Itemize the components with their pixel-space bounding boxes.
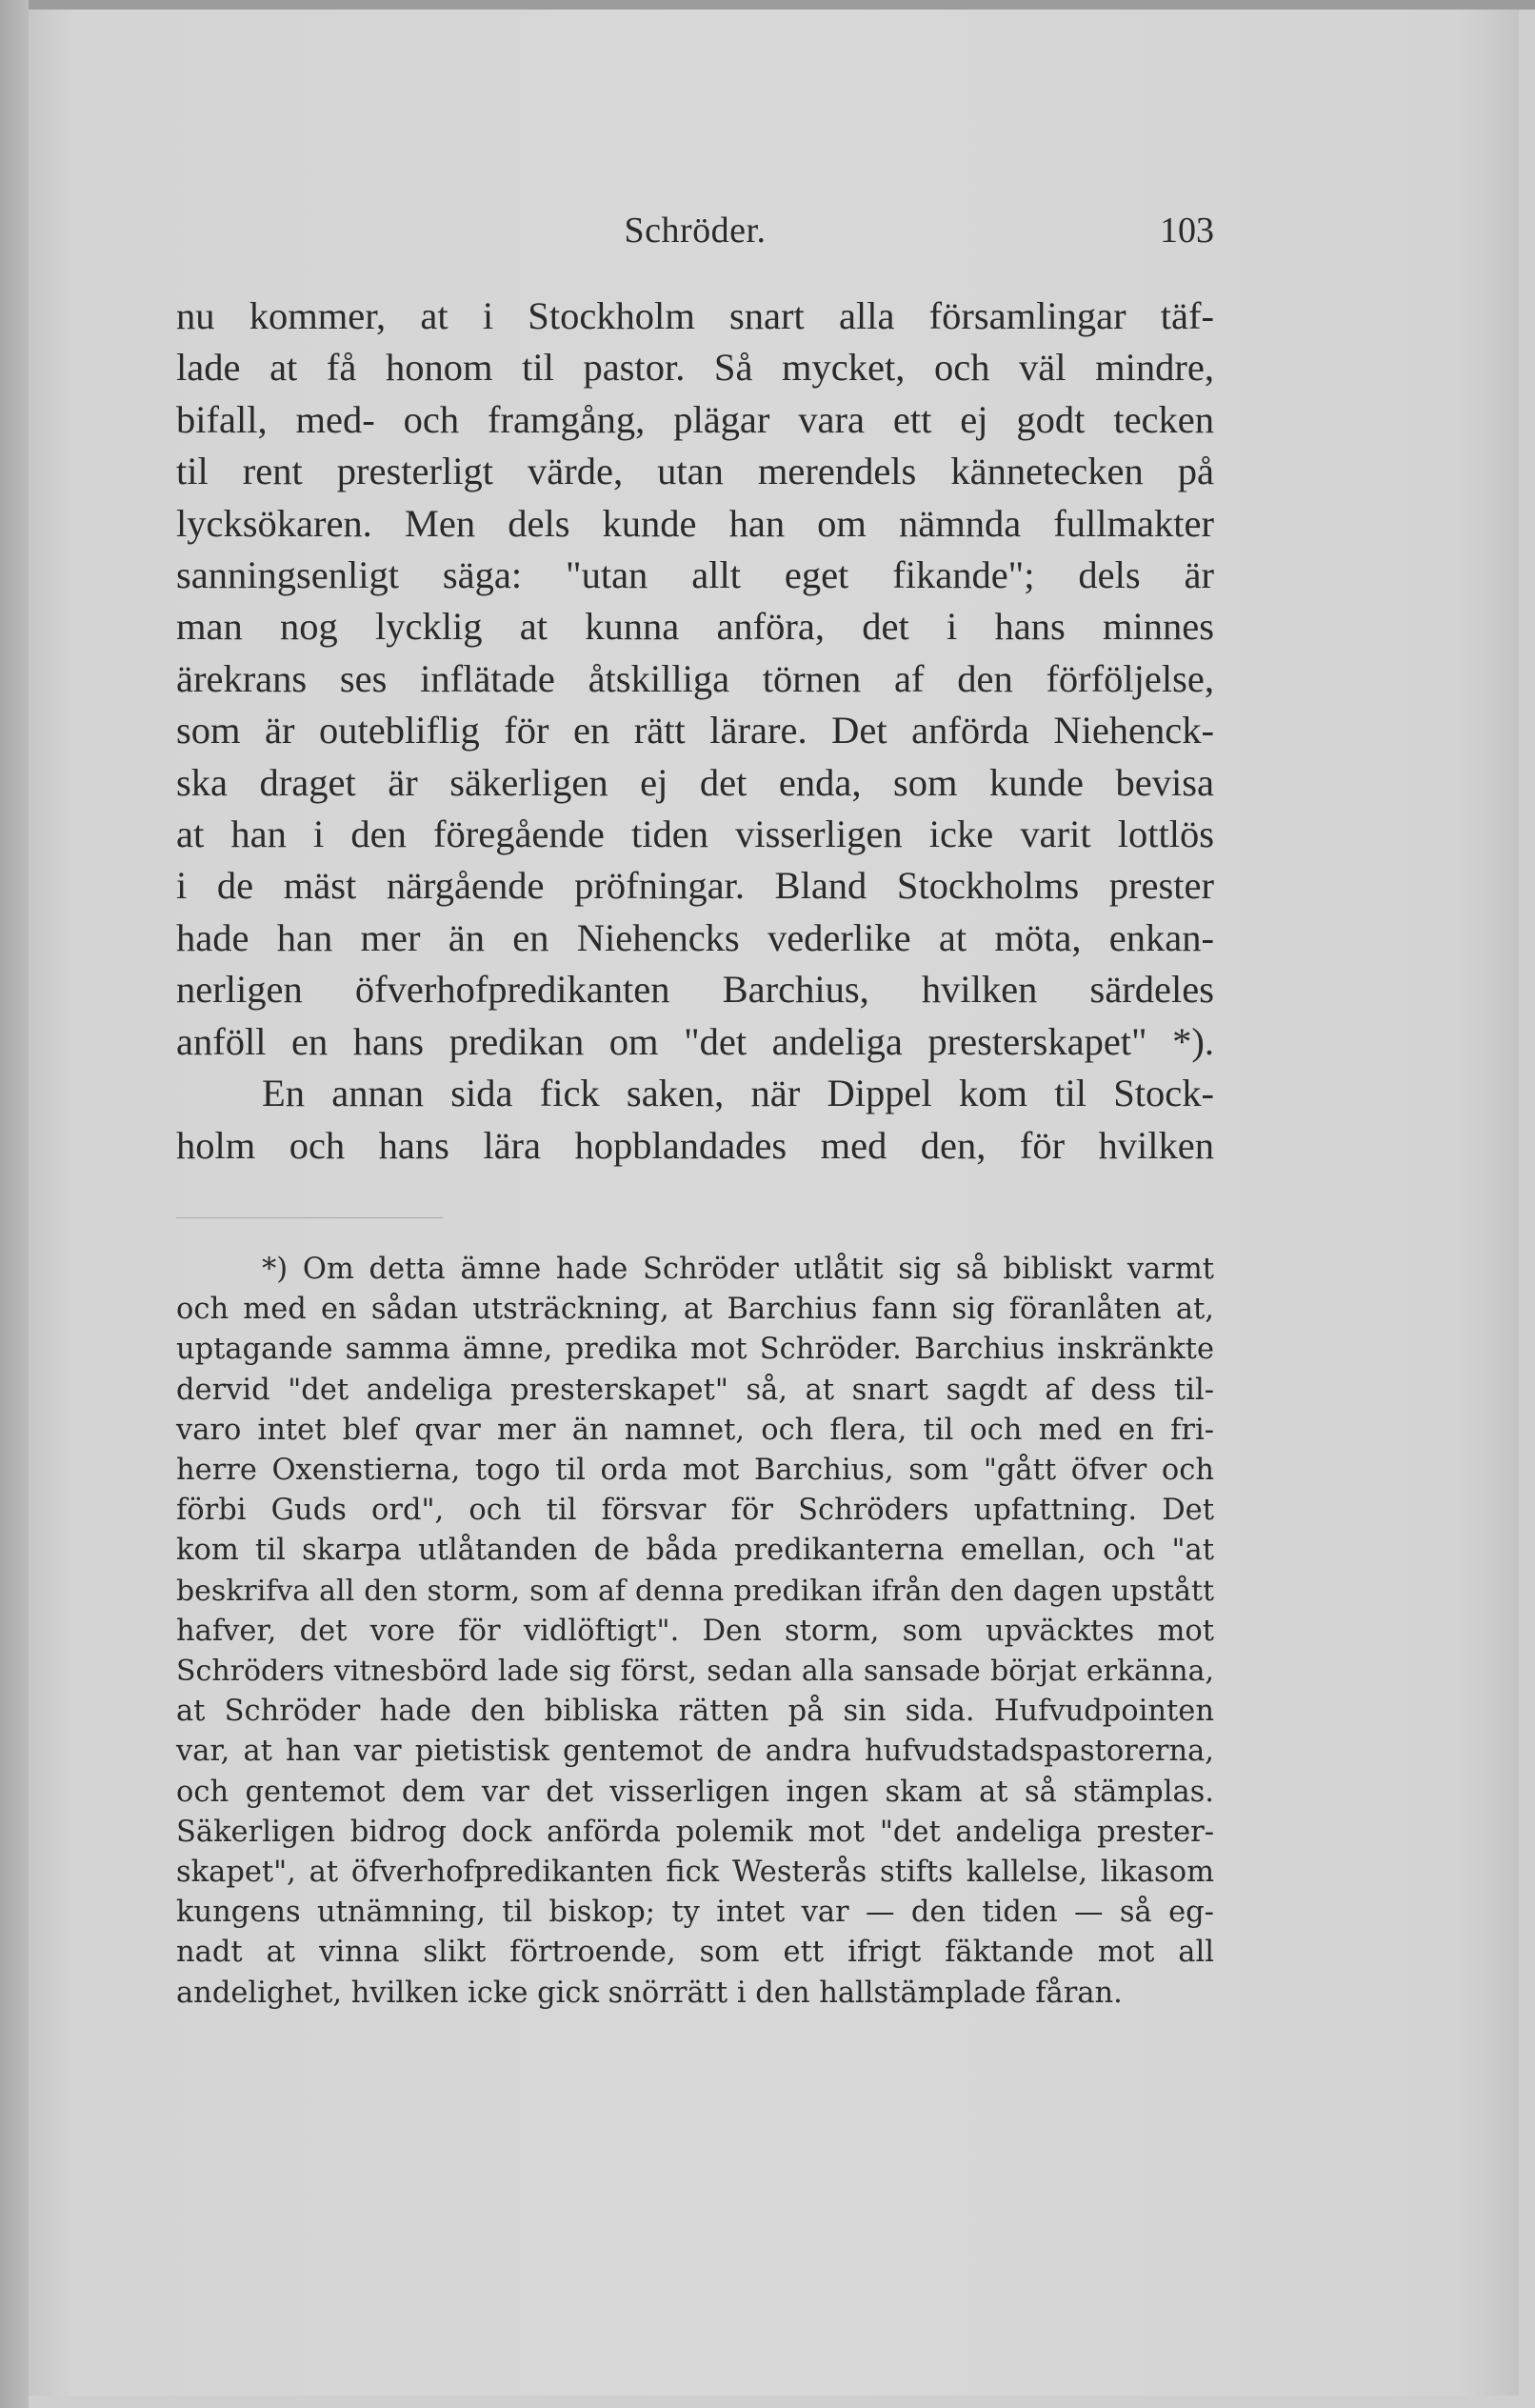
body-line: til rent presterligt värde, utan merendels kännetecken på bbox=[176, 450, 1214, 493]
footnote-line: kom til skarpa utlåtanden de båda predikanterna emellan, och "at bbox=[176, 1534, 1214, 1568]
body-line: En annan sida fick saken, när Dippel kom til Stock- bbox=[262, 1072, 1214, 1115]
footnote-line: andelighet, hvilken icke gick snörrätt i den hallstämplade fåran. bbox=[176, 1976, 1123, 2010]
footnote-line: at Schröder hade den bibliska rätten på sin sida. Hufvudpointen bbox=[176, 1695, 1214, 1729]
footnote-line: och gentemot dem var det visserligen ingen skam at så stämplas. bbox=[176, 1775, 1214, 1809]
footnote-line: hafver, det vore för vidlöftigt". Den storm, som upväcktes mot bbox=[176, 1614, 1214, 1648]
footnote-line: herre Oxenstierna, togo til orda mot Barchius, som "gått öfver och bbox=[176, 1454, 1214, 1488]
body-line: ska draget är säkerligen ej det enda, som kunde bevisa bbox=[176, 760, 1214, 804]
footnote-line: kungens utnämning, til biskop; ty intet var — den tiden — så eg- bbox=[176, 1896, 1214, 1930]
body-line: nu kommer, at i Stockholm snart alla församlingar täf- bbox=[176, 294, 1214, 337]
body-line: sanningsenligt säga: "utan allt eget fikande"; dels är bbox=[176, 553, 1214, 597]
footnote-line: förbi Guds ord", och til försvar för Schröders upfattning. Det bbox=[176, 1494, 1214, 1528]
body-line: bifall, med- och framgång, plägar vara ett ej godt tecken bbox=[176, 397, 1214, 441]
footnote-line: beskrifva all den storm, som af denna predikan ifrån den dagen upstått bbox=[176, 1574, 1214, 1608]
body-line: at han i den föregående tiden visserligen icke varit lottlös bbox=[176, 813, 1214, 856]
body-line: anföll en hans predikan om "det andeliga presterskapet" *). bbox=[176, 1019, 1214, 1063]
footnote-line: Schröders vitnesbörd lade sig först, sedan alla sansade börjat erkänna, bbox=[176, 1655, 1214, 1689]
body-line: nerligen öfverhofpredikanten Barchius, hvilken särdeles bbox=[176, 968, 1214, 1012]
scan-left-edge bbox=[0, 0, 29, 2408]
running-title: Schröder. bbox=[624, 211, 767, 251]
page-header bbox=[176, 210, 1214, 257]
footnote-line: Säkerligen bidrog dock anförda polemik mot "det andeliga prester- bbox=[176, 1815, 1214, 1849]
body-line: hade han mer än en Niehencks vederlike at möta, enkan- bbox=[176, 915, 1214, 959]
body-line: som är outebliflig för en rätt lärare. Det anförda Niehenck- bbox=[176, 709, 1214, 752]
footnote-line: nadt at vinna slikt förtroende, som ett ifrigt fäktande mot all bbox=[176, 1936, 1214, 1970]
scan-top-edge bbox=[0, 0, 1535, 10]
footnote-line: och med en sådan utsträckning, at Barchius fann sig föranlåten at, bbox=[176, 1293, 1214, 1327]
footnote-line: uptagande samma ämne, predika mot Schröder. Barchius inskränkte bbox=[176, 1333, 1214, 1367]
footnote-separator bbox=[176, 1217, 443, 1218]
footnote-line: var, at han var pietistisk gentemot de andra hufvudstadspastorerna, bbox=[176, 1735, 1214, 1769]
body-line: lycksökaren. Men dels kunde han om nämnda fullmakter bbox=[176, 501, 1214, 545]
body-line: lade at få honom til pastor. Så mycket, och väl mindre, bbox=[176, 346, 1214, 390]
footnote-line: *) Om detta ämne hade Schröder utlåtit sig så bibliskt varmt bbox=[262, 1253, 1214, 1286]
footnote bbox=[176, 1250, 1214, 2014]
page-number: 103 bbox=[1160, 211, 1214, 251]
body-line: i de mäst närgående pröfningar. Bland Stockholms prester bbox=[176, 864, 1214, 908]
footnote-line: dervid "det andeliga presterskapet" så, at snart sagdt af dess til- bbox=[176, 1373, 1214, 1407]
body-line: man nog lycklig at kunna anföra, det i hans minnes bbox=[176, 605, 1214, 649]
footnote-line: varo intet blef qvar mer än namnet, och flera, til och med en fri- bbox=[176, 1413, 1214, 1447]
footnote-line: skapet", at öfverhofpredikanten fick Westerås stifts kallelse, likasom bbox=[176, 1856, 1214, 1890]
main-text bbox=[176, 291, 1214, 1172]
body-line: holm och hans lära hopblandades med den, för hvilken bbox=[176, 1123, 1214, 1167]
body-line: ärekrans ses inflätade åtskilliga törnen af den förföljelse, bbox=[176, 656, 1214, 700]
